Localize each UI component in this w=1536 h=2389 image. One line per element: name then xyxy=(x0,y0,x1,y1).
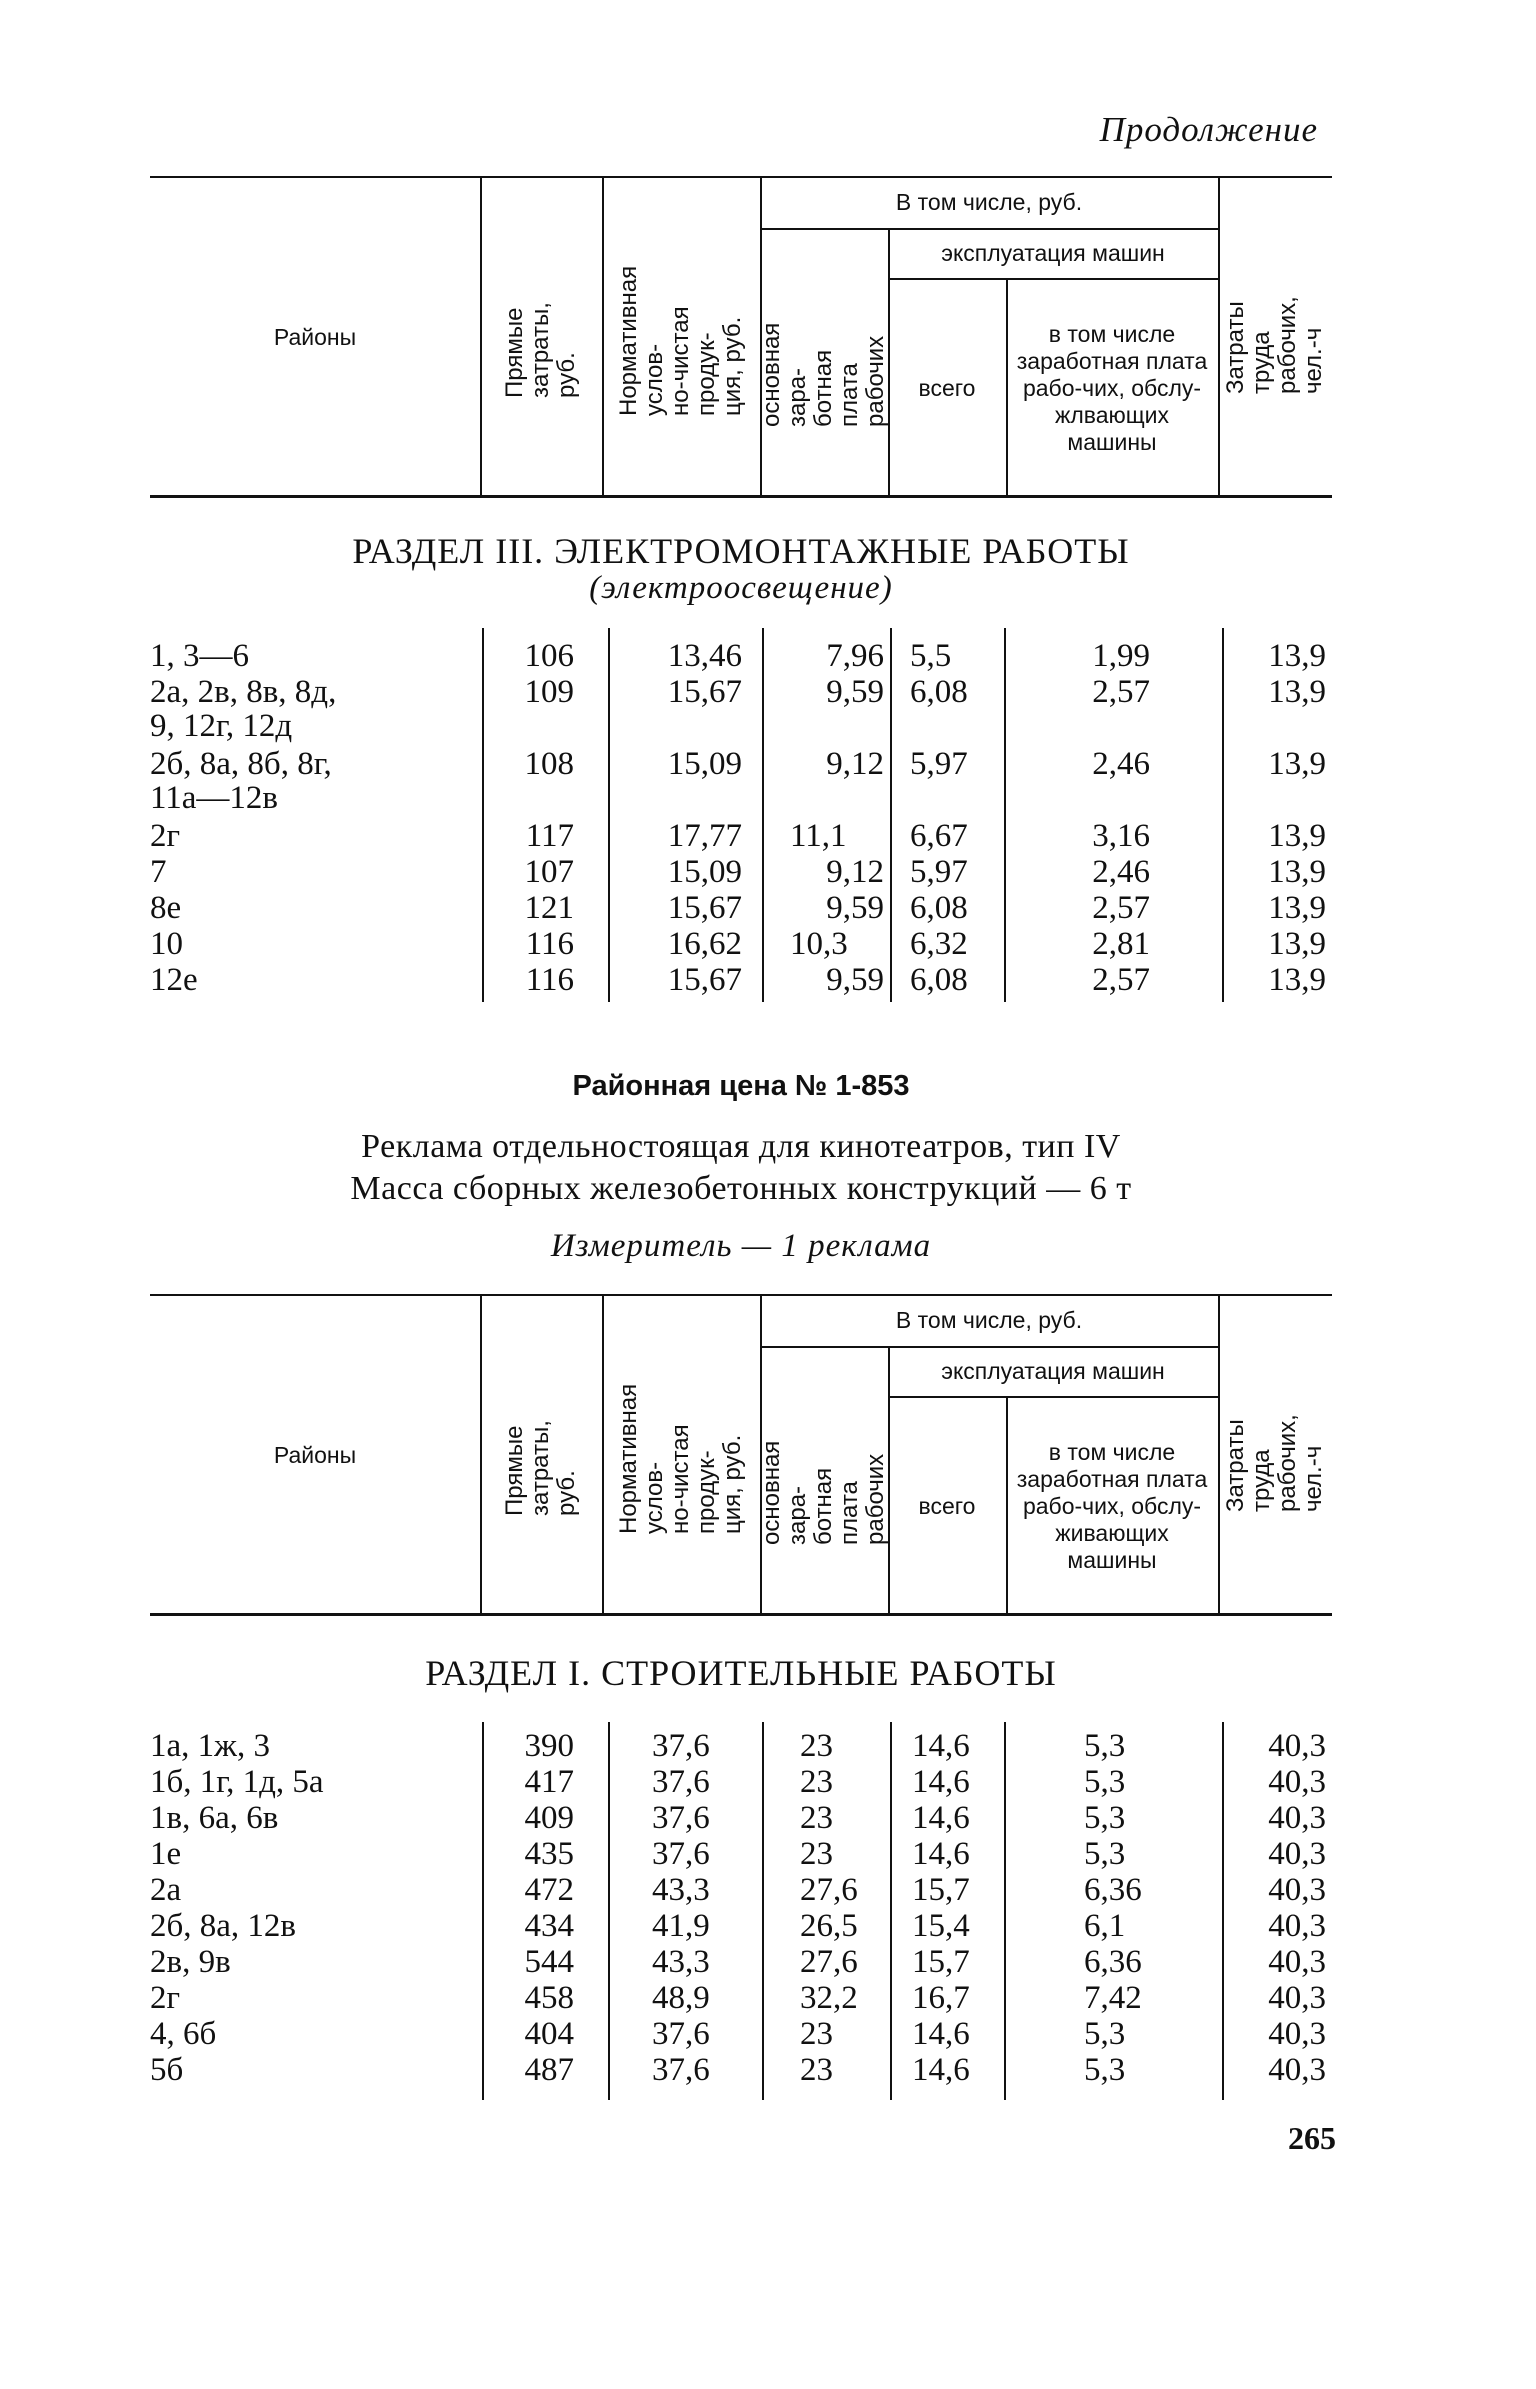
cell-district: 2г xyxy=(150,1980,181,2016)
table-row xyxy=(150,1980,1332,2016)
cell-district: 1а, 1ж, 3 xyxy=(150,1728,270,1764)
cell-total: 6,08 xyxy=(910,962,968,998)
cell-wage: 9,12 xyxy=(826,746,884,782)
cell-district: 1б, 1г, 1д, 5а xyxy=(150,1764,324,1800)
header-normativnaya-text: Нормативная услов- но-чистая продук- ция, руб. xyxy=(615,1383,746,1534)
cell-total: 5,97 xyxy=(910,746,968,782)
cell-district: 2а xyxy=(150,1872,182,1908)
cell-labor: 40,3 xyxy=(1268,1908,1326,1944)
header-osnovnaya xyxy=(760,228,888,498)
cell-incl: 5,3 xyxy=(1084,1728,1126,1764)
cell-incl: 2,57 xyxy=(1092,674,1150,710)
cell-wage: 23 xyxy=(800,1728,833,1764)
table-row xyxy=(150,2052,1332,2088)
cell-direct: 121 xyxy=(524,890,574,926)
price-line-1: Реклама отдельностоящая для кинотеатров, тип IV xyxy=(361,1128,1121,1165)
header-rayony: Районы xyxy=(273,323,357,350)
cell-wage: 7,96 xyxy=(826,638,884,674)
price-title: Районная цена № 1-853 xyxy=(572,1070,910,1102)
cell-district: 12е xyxy=(150,962,198,998)
cell-total: 14,6 xyxy=(912,1836,970,1872)
header-rayony: Районы xyxy=(273,1441,357,1468)
price-line-2: Масса сборных железобетонных конструкций — 6 т xyxy=(350,1170,1132,1207)
cell-district: 2б, 8а, 8б, 8г, xyxy=(150,746,332,782)
cell-district: 2в, 9в xyxy=(150,1944,231,1980)
cell-direct: 417 xyxy=(524,1764,574,1800)
header-vsego: всего xyxy=(918,1492,976,1519)
cell-direct: 435 xyxy=(524,1836,574,1872)
table-row xyxy=(150,746,1332,782)
cell-labor: 13,9 xyxy=(1268,746,1326,782)
cell-wage: 23 xyxy=(800,1836,833,1872)
header-zatraty xyxy=(1218,176,1332,498)
header-divider xyxy=(1006,278,1008,498)
cell-total: 6,08 xyxy=(910,674,968,710)
cell-district: 4, 6б xyxy=(150,2016,217,2052)
header-osnovnaya-text: основная зара- ботная плата рабочих xyxy=(758,1440,889,1545)
section1-title: РАЗДЕЛ I. СТРОИТЕЛЬНЫЕ РАБОТЫ xyxy=(425,1653,1057,1693)
section3-title: РАЗДЕЛ III. ЭЛЕКТРОМОНТАЖНЫЕ РАБОТЫ xyxy=(352,531,1130,571)
cell-direct: 434 xyxy=(524,1908,574,1944)
cell-wage: 32,2 xyxy=(800,1980,858,2016)
cell-direct: 116 xyxy=(525,926,574,962)
cell-total: 16,7 xyxy=(912,1980,970,2016)
table-row xyxy=(150,780,1332,816)
cell-labor: 40,3 xyxy=(1268,1944,1326,1980)
cell-district: 8е xyxy=(150,890,182,926)
cell-incl: 6,36 xyxy=(1084,1872,1142,1908)
cell-incl: 6,1 xyxy=(1084,1908,1126,1944)
cell-norm: 37,6 xyxy=(652,1800,710,1836)
cell-district: 11а—12в xyxy=(150,780,279,816)
cell-total: 5,97 xyxy=(910,854,968,890)
cell-labor: 13,9 xyxy=(1268,962,1326,998)
cell-wage: 9,12 xyxy=(826,854,884,890)
table-row xyxy=(150,1944,1332,1980)
section3-table xyxy=(150,628,1332,1002)
cell-direct: 544 xyxy=(524,1944,574,1980)
cell-wage: 11,1 xyxy=(790,818,847,854)
cell-norm: 15,67 xyxy=(667,890,742,926)
cell-incl: 1,99 xyxy=(1092,638,1150,674)
table-row xyxy=(150,854,1332,890)
cell-district: 1е xyxy=(150,1836,182,1872)
cell-norm: 15,67 xyxy=(667,962,742,998)
cell-labor: 40,3 xyxy=(1268,2052,1326,2088)
cell-district: 2г xyxy=(150,818,181,854)
cell-incl: 3,16 xyxy=(1092,818,1150,854)
cell-direct: 106 xyxy=(524,638,574,674)
table-row xyxy=(150,1800,1332,1836)
table-header-1 xyxy=(150,176,1332,498)
header-zatraty xyxy=(1218,1294,1332,1616)
table-row xyxy=(150,638,1332,674)
section3-subtitle: (электроосвещение) xyxy=(589,570,893,606)
cell-total: 14,6 xyxy=(912,2052,970,2088)
cell-wage: 23 xyxy=(800,2016,833,2052)
cell-incl: 5,3 xyxy=(1084,1800,1126,1836)
section1-table xyxy=(150,1722,1332,2100)
cell-total: 15,4 xyxy=(912,1908,970,1944)
cell-labor: 40,3 xyxy=(1268,1980,1326,2016)
cell-norm: 41,9 xyxy=(652,1908,710,1944)
table-row xyxy=(150,1908,1332,1944)
cell-norm: 37,6 xyxy=(652,2052,710,2088)
cell-norm: 37,6 xyxy=(652,1836,710,1872)
table-row xyxy=(150,2016,1332,2052)
cell-direct: 117 xyxy=(525,818,574,854)
cell-direct: 108 xyxy=(524,746,574,782)
cell-incl: 5,3 xyxy=(1084,2016,1126,2052)
cell-wage: 10,3 xyxy=(790,926,848,962)
cell-norm: 16,62 xyxy=(667,926,742,962)
cell-district: 7 xyxy=(150,854,167,890)
cell-wage: 26,5 xyxy=(800,1908,858,1944)
cell-norm: 13,46 xyxy=(667,638,742,674)
cell-labor: 13,9 xyxy=(1268,890,1326,926)
cell-district: 1в, 6а, 6в xyxy=(150,1800,279,1836)
cell-direct: 109 xyxy=(524,674,574,710)
header-pryamye xyxy=(480,176,602,498)
cell-labor: 13,9 xyxy=(1268,818,1326,854)
cell-norm: 43,3 xyxy=(652,1944,710,1980)
cell-labor: 40,3 xyxy=(1268,1872,1326,1908)
table-row xyxy=(150,962,1332,998)
header-ekspluatatsiya: эксплуатация машин xyxy=(941,239,1165,266)
header-pryamye xyxy=(480,1294,602,1616)
table-row xyxy=(150,1836,1332,1872)
cell-wage: 9,59 xyxy=(826,674,884,710)
header-normativnaya xyxy=(602,176,760,498)
header-normativnaya-text: Нормативная услов- но-чистая продук- ция, руб. xyxy=(615,265,746,416)
table-row xyxy=(150,818,1332,854)
table-row xyxy=(150,674,1332,710)
cell-incl: 5,3 xyxy=(1084,1836,1126,1872)
cell-norm: 15,09 xyxy=(667,746,742,782)
header-vsego: всего xyxy=(918,374,976,401)
cell-total: 14,6 xyxy=(912,1728,970,1764)
header-zatraty-text: Затраты труда рабочих, чел.-ч xyxy=(1222,296,1327,394)
cell-direct: 116 xyxy=(525,962,574,998)
cell-labor: 40,3 xyxy=(1268,1800,1326,1836)
table-row xyxy=(150,1764,1332,1800)
table-row xyxy=(150,926,1332,962)
header-zarplata: в том числе заработная плата рабо-чих, обслу-живающих машины xyxy=(1016,1438,1208,1573)
cell-incl: 2,46 xyxy=(1092,746,1150,782)
cell-norm: 37,6 xyxy=(652,2016,710,2052)
cell-norm: 37,6 xyxy=(652,1764,710,1800)
cell-district: 2б, 8а, 12в xyxy=(150,1908,297,1944)
table-row xyxy=(150,708,1332,744)
header-divider xyxy=(1006,1396,1008,1616)
header-osnovnaya xyxy=(760,1346,888,1616)
cell-labor: 13,9 xyxy=(1268,674,1326,710)
cell-labor: 40,3 xyxy=(1268,1764,1326,1800)
cell-wage: 27,6 xyxy=(800,1872,858,1908)
cell-labor: 40,3 xyxy=(1268,1836,1326,1872)
table-header-2 xyxy=(150,1294,1332,1616)
table-row xyxy=(150,890,1332,926)
cell-wage: 23 xyxy=(800,2052,833,2088)
cell-incl: 7,42 xyxy=(1084,1980,1142,2016)
page-number: 265 xyxy=(1288,2120,1336,2156)
cell-norm: 48,9 xyxy=(652,1980,710,2016)
cell-direct: 390 xyxy=(524,1728,574,1764)
cell-wage: 9,59 xyxy=(826,962,884,998)
cell-total: 6,08 xyxy=(910,890,968,926)
cell-total: 14,6 xyxy=(912,1800,970,1836)
cell-total: 14,6 xyxy=(912,1764,970,1800)
cell-direct: 107 xyxy=(524,854,574,890)
cell-incl: 2,46 xyxy=(1092,854,1150,890)
header-pryamye-text: Прямые затраты, руб. xyxy=(501,302,580,398)
cell-district: 10 xyxy=(150,926,183,962)
cell-district: 5б xyxy=(150,2052,184,2088)
header-pryamye-text: Прямые затраты, руб. xyxy=(501,1420,580,1516)
cell-labor: 40,3 xyxy=(1268,2016,1326,2052)
cell-labor: 13,9 xyxy=(1268,926,1326,962)
cell-total: 5,5 xyxy=(910,638,952,674)
header-v-tom-chisle: В том числе, руб. xyxy=(895,188,1083,215)
cell-wage: 9,59 xyxy=(826,890,884,926)
cell-labor: 13,9 xyxy=(1268,854,1326,890)
cell-direct: 404 xyxy=(524,2016,574,2052)
cell-wage: 23 xyxy=(800,1764,833,1800)
cell-norm: 37,6 xyxy=(652,1728,710,1764)
cell-incl: 6,36 xyxy=(1084,1944,1142,1980)
header-osnovnaya-text: основная зара- ботная плата рабочих xyxy=(758,322,889,427)
header-ekspluatatsiya: эксплуатация машин xyxy=(941,1357,1165,1384)
cell-wage: 23 xyxy=(800,1800,833,1836)
cell-incl: 5,3 xyxy=(1084,2052,1126,2088)
cell-direct: 409 xyxy=(524,1800,574,1836)
header-zarplata: в том числе заработная плата рабо-чих, обслу-жлвающих машины xyxy=(1016,320,1208,455)
cell-norm: 15,09 xyxy=(667,854,742,890)
continuation-label: Продолжение xyxy=(1099,110,1318,149)
cell-district: 1, 3—6 xyxy=(150,638,249,674)
cell-incl: 5,3 xyxy=(1084,1764,1126,1800)
header-v-tom-chisle: В том числе, руб. xyxy=(895,1306,1083,1333)
cell-norm: 17,77 xyxy=(667,818,742,854)
cell-incl: 2,57 xyxy=(1092,962,1150,998)
header-zatraty-text: Затраты труда рабочих, чел.-ч xyxy=(1222,1414,1327,1512)
price-meter: Измеритель — 1 реклама xyxy=(550,1228,932,1264)
cell-labor: 13,9 xyxy=(1268,638,1326,674)
cell-district: 2а, 2в, 8в, 8д, xyxy=(150,674,337,710)
header-normativnaya xyxy=(602,1294,760,1616)
cell-direct: 458 xyxy=(524,1980,574,2016)
table-row xyxy=(150,1728,1332,1764)
cell-incl: 2,81 xyxy=(1092,926,1150,962)
cell-incl: 2,57 xyxy=(1092,890,1150,926)
cell-norm: 43,3 xyxy=(652,1872,710,1908)
table-row xyxy=(150,1872,1332,1908)
cell-total: 14,6 xyxy=(912,2016,970,2052)
cell-total: 15,7 xyxy=(912,1872,970,1908)
cell-total: 6,67 xyxy=(910,818,968,854)
cell-direct: 487 xyxy=(524,2052,574,2088)
cell-district: 9, 12г, 12д xyxy=(150,708,293,744)
cell-direct: 472 xyxy=(524,1872,574,1908)
cell-total: 6,32 xyxy=(910,926,968,962)
cell-wage: 27,6 xyxy=(800,1944,858,1980)
cell-norm: 15,67 xyxy=(667,674,742,710)
cell-labor: 40,3 xyxy=(1268,1728,1326,1764)
cell-total: 15,7 xyxy=(912,1944,970,1980)
